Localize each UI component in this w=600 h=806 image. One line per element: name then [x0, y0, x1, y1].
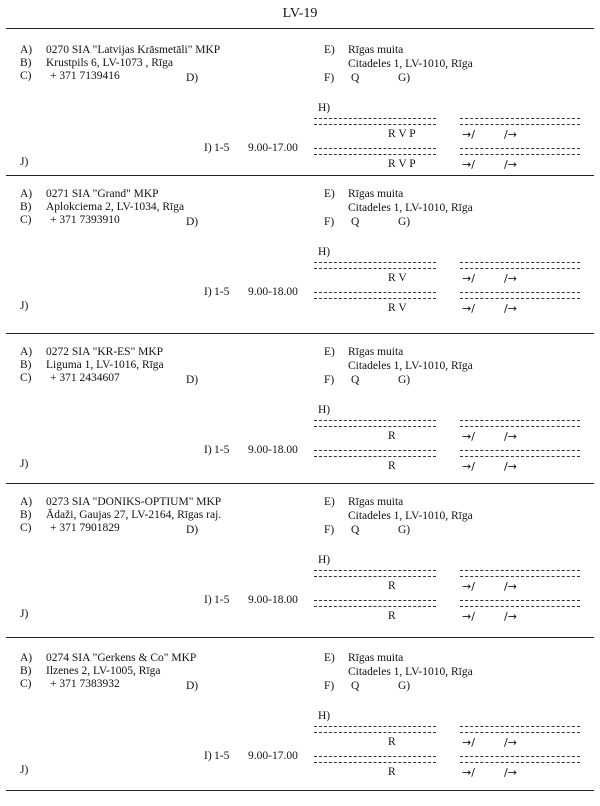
- warehouse-address: Krustpils 6, LV-1073 , Rīga: [46, 57, 173, 69]
- label-c: C): [20, 678, 32, 690]
- label-i: I): [204, 286, 212, 298]
- arrow-in-icon: →/: [462, 302, 475, 315]
- customs-address: Citadeles 1, LV-1010, Rīga: [348, 666, 473, 678]
- label-g: G): [398, 216, 411, 228]
- customs-address: Citadeles 1, LV-1010, Rīga: [348, 360, 473, 372]
- code-divider-left: [314, 570, 436, 577]
- working-days: 1-5: [214, 750, 230, 762]
- warehouse-name: 0273 SIA "DONIKS-OPTIUM" MKP: [46, 496, 222, 508]
- code-divider-right: [460, 756, 580, 763]
- warehouse-name: 0271 SIA "Grand" MKP: [46, 188, 159, 200]
- code-divider-right: [460, 420, 580, 427]
- customs-entry: [0, 490, 600, 650]
- label-q: Q: [351, 374, 360, 386]
- label-d: D): [186, 524, 199, 536]
- label-h: H): [318, 710, 331, 722]
- warehouse-phone: + 371 7393910: [50, 214, 120, 226]
- transport-codes: R: [388, 460, 396, 472]
- transport-codes: R: [388, 766, 396, 778]
- working-days: 1-5: [214, 286, 230, 298]
- code-divider-left: [314, 600, 436, 607]
- label-h: H): [318, 102, 331, 114]
- label-j: J): [20, 458, 29, 470]
- label-h: H): [318, 246, 331, 258]
- label-e: E): [324, 652, 335, 664]
- label-c: C): [20, 522, 32, 534]
- warehouse-phone: + 371 2434607: [50, 372, 120, 384]
- transport-codes: R: [388, 580, 396, 592]
- customs-entry: [0, 340, 600, 500]
- label-d: D): [186, 72, 199, 84]
- label-b: B): [20, 201, 32, 213]
- label-c: C): [20, 372, 32, 384]
- label-b: B): [20, 359, 32, 371]
- transport-codes: R: [388, 736, 396, 748]
- customs-name: Rīgas muita: [348, 188, 404, 200]
- label-g: G): [398, 72, 411, 84]
- label-a: A): [20, 346, 33, 358]
- code-divider-right: [460, 292, 580, 299]
- arrow-out-icon: /→: [504, 272, 517, 285]
- customs-address: Citadeles 1, LV-1010, Rīga: [348, 58, 473, 70]
- working-hours: 9.00-17.00: [248, 142, 298, 154]
- transport-codes: R: [388, 610, 396, 622]
- code-divider-right: [460, 726, 580, 733]
- arrow-in-icon: →/: [462, 736, 475, 749]
- section-divider: [6, 28, 594, 29]
- arrow-out-icon: /→: [504, 158, 517, 171]
- label-c: C): [20, 214, 32, 226]
- label-i: I): [204, 444, 212, 456]
- label-a: A): [20, 44, 33, 56]
- label-q: Q: [351, 72, 360, 84]
- label-e: E): [324, 496, 335, 508]
- arrow-out-icon: /→: [504, 766, 517, 779]
- working-hours: 9.00-18.00: [248, 444, 298, 456]
- label-a: A): [20, 496, 33, 508]
- arrow-in-icon: →/: [462, 128, 475, 141]
- customs-name: Rīgas muita: [348, 346, 404, 358]
- code-divider-left: [314, 726, 436, 733]
- arrow-out-icon: /→: [504, 430, 517, 443]
- arrow-in-icon: →/: [462, 430, 475, 443]
- arrow-in-icon: →/: [462, 272, 475, 285]
- label-a: A): [20, 652, 33, 664]
- arrow-in-icon: →/: [462, 158, 475, 171]
- arrow-in-icon: →/: [462, 610, 475, 623]
- transport-codes: R V: [388, 272, 407, 284]
- warehouse-name: 0270 SIA "Latvijas Krāsmetāli" MKP: [46, 44, 221, 56]
- label-i: I): [204, 594, 212, 606]
- warehouse-address: Ilzenes 2, LV-1005, Rīga: [46, 665, 161, 677]
- customs-entry: [0, 646, 600, 806]
- label-c: C): [20, 70, 32, 82]
- code-divider-left: [314, 148, 436, 155]
- customs-address: Citadeles 1, LV-1010, Rīga: [348, 510, 473, 522]
- customs-entry: [0, 182, 600, 342]
- label-b: B): [20, 57, 32, 69]
- working-days: 1-5: [214, 444, 230, 456]
- customs-name: Rīgas muita: [348, 496, 404, 508]
- label-e: E): [324, 188, 335, 200]
- label-d: D): [186, 374, 199, 386]
- warehouse-address: Liguma 1, LV-1016, Rīga: [46, 359, 164, 371]
- arrow-out-icon: /→: [504, 460, 517, 473]
- label-f: F): [324, 374, 335, 386]
- transport-codes: R V P: [388, 158, 416, 170]
- label-g: G): [398, 524, 411, 536]
- label-j: J): [20, 608, 29, 620]
- warehouse-phone: + 371 7901829: [50, 522, 120, 534]
- label-f: F): [324, 680, 335, 692]
- code-divider-left: [314, 292, 436, 299]
- arrow-in-icon: →/: [462, 460, 475, 473]
- warehouse-phone: + 371 7139416: [50, 70, 120, 82]
- code-divider-right: [460, 600, 580, 607]
- code-divider-left: [314, 756, 436, 763]
- label-q: Q: [351, 216, 360, 228]
- label-f: F): [324, 524, 335, 536]
- label-j: J): [20, 156, 29, 168]
- code-divider-left: [314, 118, 436, 125]
- arrow-out-icon: /→: [504, 128, 517, 141]
- transport-codes: R: [388, 430, 396, 442]
- label-f: F): [324, 216, 335, 228]
- label-b: B): [20, 665, 32, 677]
- warehouse-address: Aplokciema 2, LV-1034, Rīga: [46, 201, 185, 213]
- transport-codes: R V: [388, 302, 407, 314]
- code-divider-left: [314, 450, 436, 457]
- label-j: J): [20, 764, 29, 776]
- label-a: A): [20, 188, 33, 200]
- customs-name: Rīgas muita: [348, 44, 404, 56]
- label-d: D): [186, 216, 199, 228]
- label-g: G): [398, 374, 411, 386]
- code-divider-left: [314, 262, 436, 269]
- warehouse-name: 0272 SIA "KR-ES" MKP: [46, 346, 164, 358]
- arrow-out-icon: /→: [504, 302, 517, 315]
- label-d: D): [186, 680, 199, 692]
- label-e: E): [324, 44, 335, 56]
- working-hours: 9.00-18.00: [248, 594, 298, 606]
- customs-address: Citadeles 1, LV-1010, Rīga: [348, 202, 473, 214]
- label-f: F): [324, 72, 335, 84]
- label-q: Q: [351, 680, 360, 692]
- customs-entry: [0, 38, 600, 198]
- warehouse-phone: + 371 7383932: [50, 678, 120, 690]
- customs-name: Rīgas muita: [348, 652, 404, 664]
- label-i: I): [204, 142, 212, 154]
- arrow-out-icon: /→: [504, 580, 517, 593]
- label-h: H): [318, 554, 331, 566]
- arrow-out-icon: /→: [504, 610, 517, 623]
- code-divider-right: [460, 148, 580, 155]
- working-hours: 9.00-17.00: [248, 750, 298, 762]
- label-h: H): [318, 404, 331, 416]
- arrow-in-icon: →/: [462, 766, 475, 779]
- code-divider-right: [460, 118, 580, 125]
- arrow-in-icon: →/: [462, 580, 475, 593]
- page-header: LV-19: [282, 6, 318, 21]
- code-divider-right: [460, 570, 580, 577]
- warehouse-name: 0274 SIA "Gerkens & Co" MKP: [46, 652, 197, 664]
- label-j: J): [20, 300, 29, 312]
- label-i: I): [204, 750, 212, 762]
- label-b: B): [20, 509, 32, 521]
- working-days: 1-5: [214, 594, 230, 606]
- arrow-out-icon: /→: [504, 736, 517, 749]
- label-q: Q: [351, 524, 360, 536]
- working-days: 1-5: [214, 142, 230, 154]
- code-divider-left: [314, 420, 436, 427]
- code-divider-right: [460, 262, 580, 269]
- warehouse-address: Ādaži, Gaujas 27, LV-2164, Rīgas raj.: [46, 509, 222, 521]
- label-e: E): [324, 346, 335, 358]
- transport-codes: R V P: [388, 128, 416, 140]
- label-g: G): [398, 680, 411, 692]
- code-divider-right: [460, 450, 580, 457]
- working-hours: 9.00-18.00: [248, 286, 298, 298]
